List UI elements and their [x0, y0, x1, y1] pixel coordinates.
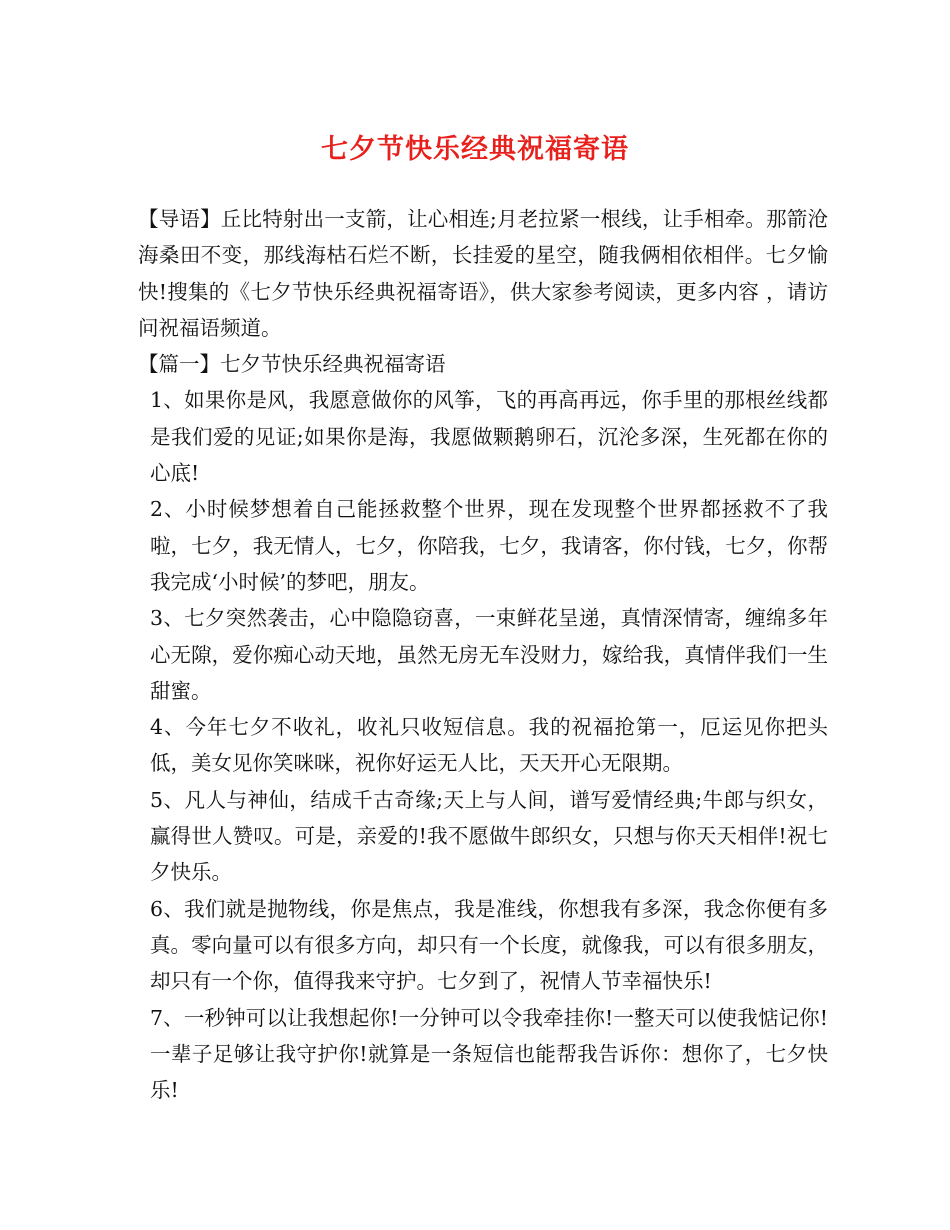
list-item: 3、七夕突然袭击，心中隐隐窃喜，一束鲜花呈递，真情深情寄，缠绵多年心无隙，爱你痴心动天地，虽然无房无车没财力，嫁给我，真情伴我们一生甜蜜。 [150, 606, 828, 703]
document-title: 七夕节快乐经典祝福寄语 [321, 134, 629, 165]
intro-paragraph: 【导语】丘比特射出一支箭，让心相连;月老拉紧一根线，让手相牵。那箭沧海桑田不变，那线海枯石烂不断，长挂爱的星空，随我俩相依相伴。七夕愉快!搜集的《七夕节快乐经典祝福寄语》，供大家参考阅读，更多内容 ，请访问祝福语频道。 [138, 207, 828, 340]
list-item: 4、今年七夕不收礼，收礼只收短信息。我的祝福抢第一，厄运见你把头低，美女见你笑咪咪，祝你好运无人比，天天开心无限期。 [150, 715, 828, 776]
document-body [138, 201, 828, 1108]
list-item: 7、一秒钟可以让我想起你!一分钟可以令我牵挂你!一整天可以使我惦记你!一辈子足够让我守护你!就算是一条短信也能帮我告诉你：想你了，七夕快乐! [150, 1005, 828, 1103]
list-item: 2、小时候梦想着自己能拯救整个世界，现在发现整个世界都拯救不了我啦，七夕，我无情人，七夕，你陪我，七夕，我请客，你付钱，七夕，你帮我完成‘小时候’的梦吧，朋友。 [150, 497, 828, 594]
list-item: 1、如果你是风，我愿意做你的风筝，飞的再高再远，你手里的那根丝线都是我们爱的见证;如果你是海，我愿做颗鹅卵石，沉沦多深，生死都在你的心底! [150, 388, 828, 486]
list-item: 5、凡人与神仙，结成千古奇缘;天上与人间，谱写爱情经典;牛郎与织女，赢得世人赞叹。可是，亲爱的!我不愿做牛郎织女，只想与你天天相伴!祝七夕快乐。 [150, 787, 828, 885]
list-item: 6、我们就是抛物线，你是焦点，我是准线，你想我有多深，我念你便有多真。零向量可以有很多方向，却只有一个长度，就像我，可以有很多朋友，却只有一个你，值得我来守护。七夕到了，祝情人节幸福快乐! [150, 896, 828, 994]
section-heading: 【篇一】七夕节快乐经典祝福寄语 [138, 352, 446, 377]
